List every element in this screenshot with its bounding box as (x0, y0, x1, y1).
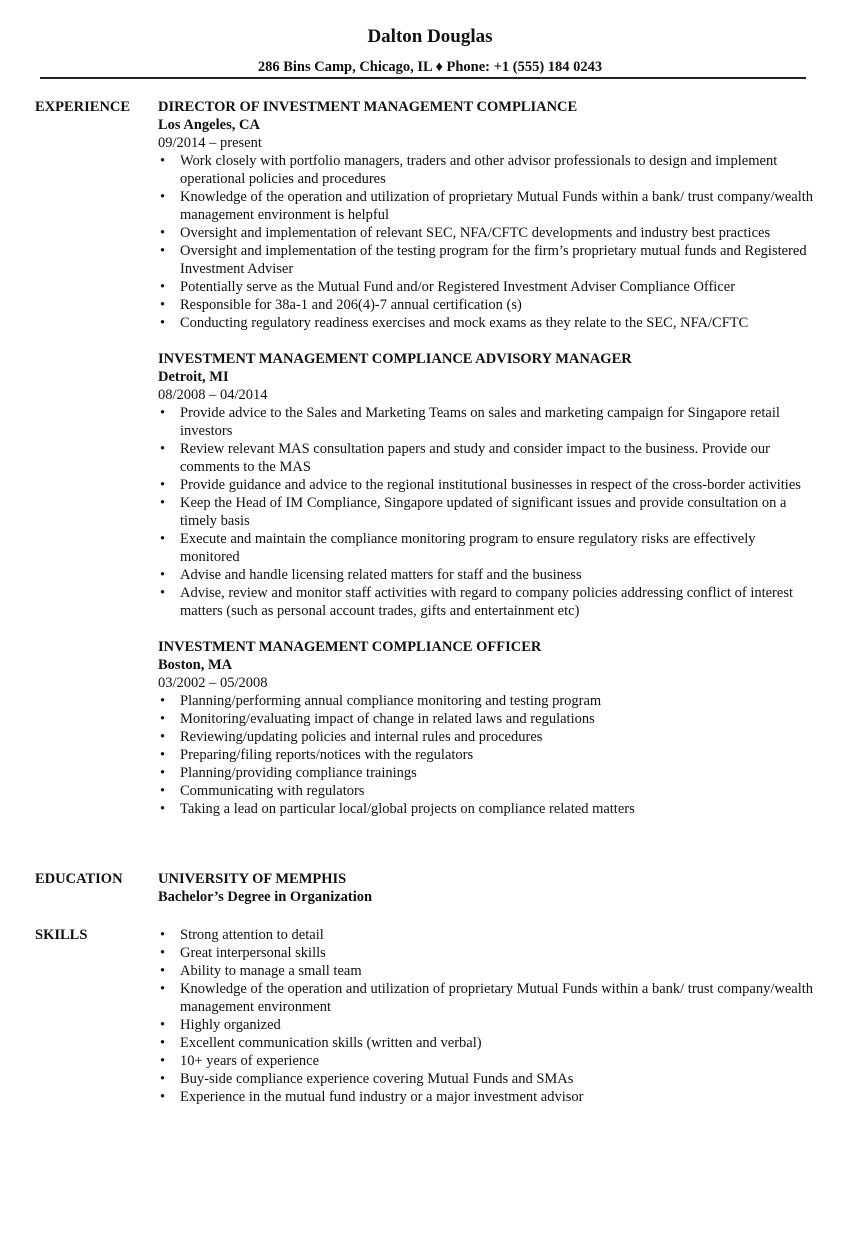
education-body (158, 870, 818, 906)
job-entry-3 (158, 638, 818, 818)
bullet-item: • Taking a lead on particular local/global projects on compliance related matters (180, 800, 818, 818)
candidate-name: Dalton Douglas (367, 26, 493, 47)
bullet-item: • Oversight and implementation of relevant SEC, NFA/CFTC developments and industry best practices (180, 224, 818, 242)
degree-name: Bachelor’s Degree in Organization (158, 889, 373, 905)
skill-item: • Knowledge of the operation and utilization of proprietary Mutual Funds within a bank/ trust company/wealth management environment (180, 980, 818, 1016)
skills-list (158, 926, 818, 1106)
skill-item: • Highly organized (180, 1016, 818, 1034)
job-title: INVESTMENT MANAGEMENT COMPLIANCE OFFICER (158, 639, 542, 655)
job-location: Detroit, MI (158, 369, 229, 385)
bullet-item: • Work closely with portfolio managers, traders and other advisor professionals to design and implement operational policies and procedures (180, 152, 818, 188)
bullet-item: • Oversight and implementation of the testing program for the firm’s proprietary mutual funds and Registered Investment Adviser (180, 242, 818, 278)
skill-item: • Great interpersonal skills (180, 944, 818, 962)
bullet-item: • Keep the Head of IM Compliance, Singapore updated of significant issues and provide consultation on a timely basis (180, 494, 818, 530)
experience-label: EXPERIENCE (35, 99, 131, 115)
job-dates: 08/2008 – 04/2014 (158, 387, 268, 403)
bullet-item: • Advise, review and monitor staff activities with regard to company policies addressing conflict of interest matters (such as personal account trades, gifts and entertainment etc) (180, 584, 818, 620)
job-location: Los Angeles, CA (158, 117, 260, 133)
bullet-item: • Monitoring/evaluating impact of change in related laws and regulations (180, 710, 818, 728)
job-bullets (158, 692, 818, 818)
bullet-item: • Execute and maintain the compliance monitoring program to ensure regulatory risks are effectively monitored (180, 530, 818, 566)
bullet-item: • Potentially serve as the Mutual Fund and/or Registered Investment Adviser Compliance Officer (180, 278, 818, 296)
bullet-item: • Preparing/filing reports/notices with the regulators (180, 746, 818, 764)
job-title: INVESTMENT MANAGEMENT COMPLIANCE ADVISORY MANAGER (158, 351, 632, 367)
bullet-item: • Advise and handle licensing related matters for staff and the business (180, 566, 818, 584)
skill-item: • Strong attention to detail (180, 926, 818, 944)
header-divider (40, 77, 806, 79)
experience-body (158, 98, 818, 836)
bullet-item: • Planning/providing compliance trainings (180, 764, 818, 782)
job-title: DIRECTOR OF INVESTMENT MANAGEMENT COMPLIANCE (158, 99, 578, 115)
skills-label: SKILLS (35, 927, 88, 943)
skill-item: • Excellent communication skills (written and verbal) (180, 1034, 818, 1052)
job-dates: 09/2014 – present (158, 135, 262, 151)
bullet-item: • Knowledge of the operation and utilization of proprietary Mutual Funds within a bank/ trust company/wealth management environment is helpful (180, 188, 818, 224)
job-location: Boston, MA (158, 657, 233, 673)
skill-item: • Experience in the mutual fund industry or a major investment advisor (180, 1088, 818, 1106)
bullet-item: • Planning/performing annual compliance monitoring and testing program (180, 692, 818, 710)
contact-line: 286 Bins Camp, Chicago, IL ♦ Phone: +1 (555) 184 0243 (257, 59, 603, 75)
job-bullets (158, 152, 818, 332)
skill-item: • 10+ years of experience (180, 1052, 818, 1070)
bullet-item: • Provide guidance and advice to the regional institutional businesses in respect of the cross-border activities (180, 476, 818, 494)
resume-header (0, 0, 860, 76)
education-label: EDUCATION (35, 871, 123, 887)
bullet-item: • Reviewing/updating policies and internal rules and procedures (180, 728, 818, 746)
bullet-item: • Responsible for 38a-1 and 206(4)-7 annual certification (s) (180, 296, 818, 314)
job-dates: 03/2002 – 05/2008 (158, 675, 268, 691)
school-name: UNIVERSITY OF MEMPHIS (158, 871, 347, 887)
bullet-item: • Provide advice to the Sales and Marketing Teams on sales and marketing campaign for Singapore retail investors (180, 404, 818, 440)
job-entry-1 (158, 98, 818, 332)
skill-item: • Ability to manage a small team (180, 962, 818, 980)
bullet-item: • Conducting regulatory readiness exercises and mock exams as they relate to the SEC, NFA/CFTC (180, 314, 818, 332)
bullet-item: • Communicating with regulators (180, 782, 818, 800)
job-entry-2 (158, 350, 818, 620)
skills-body (158, 926, 818, 1106)
skill-item: • Buy-side compliance experience covering Mutual Funds and SMAs (180, 1070, 818, 1088)
bullet-item: • Review relevant MAS consultation papers and study and consider impact to the business. Provide our comments to the MAS (180, 440, 818, 476)
job-bullets (158, 404, 818, 620)
